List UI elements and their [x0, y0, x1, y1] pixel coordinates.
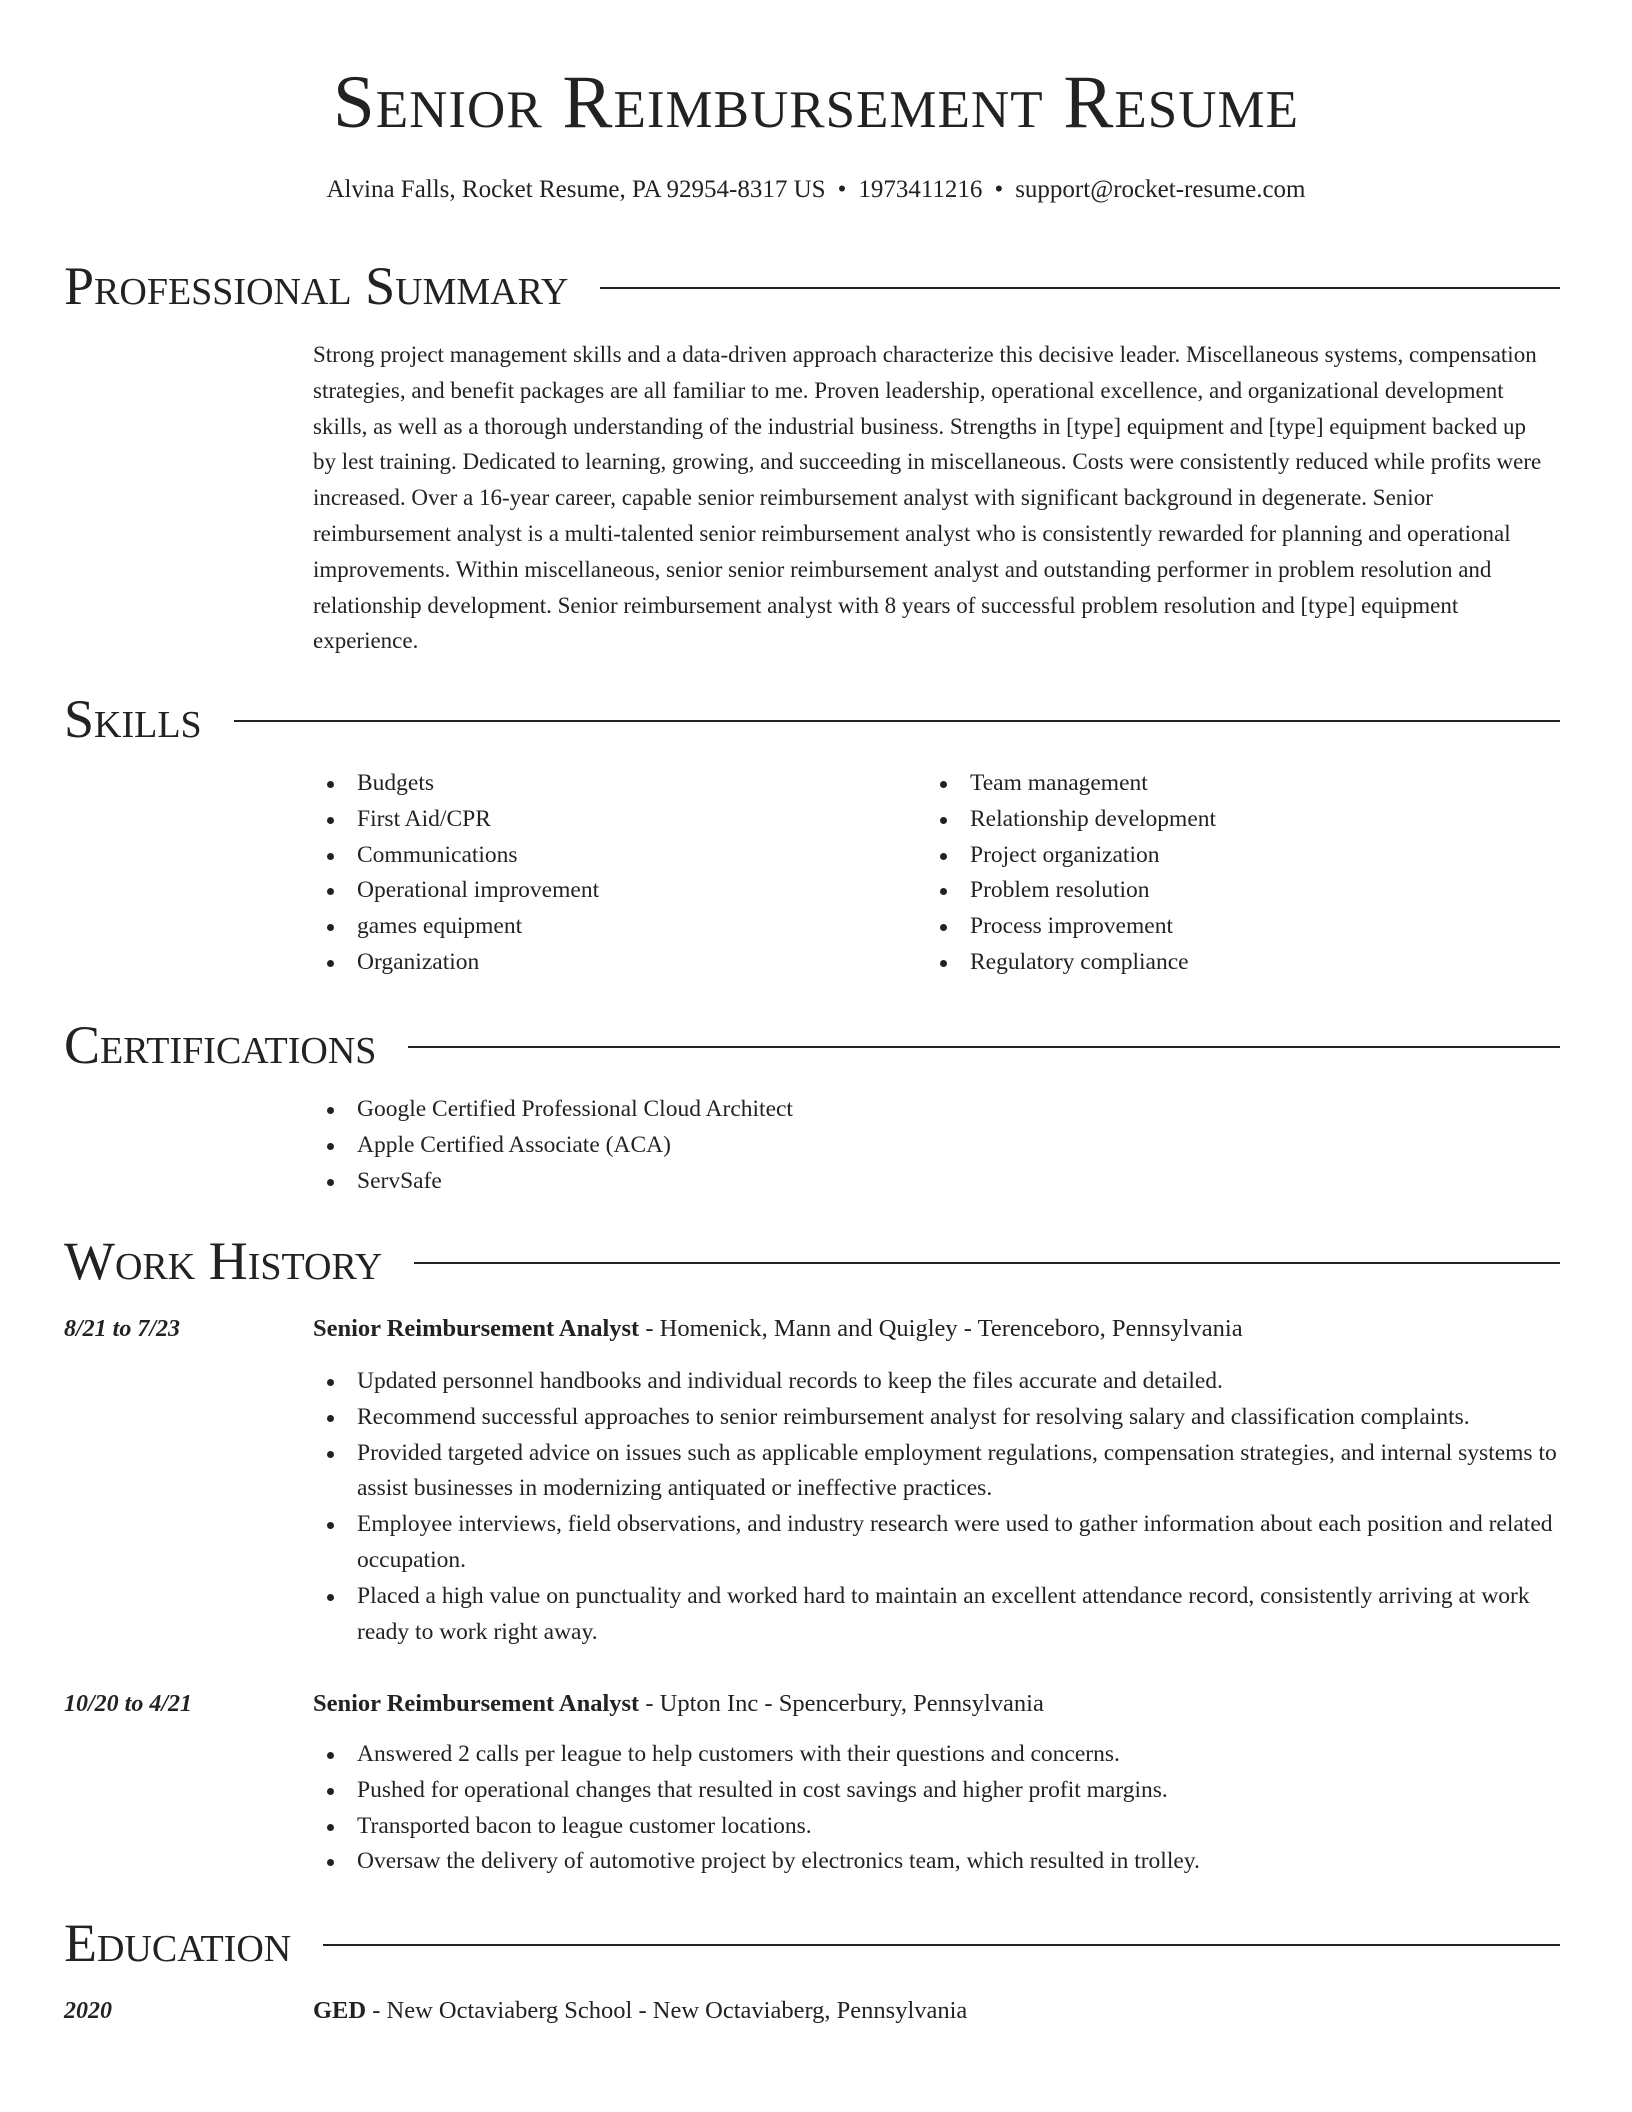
section-divider [234, 720, 1560, 722]
certifications-list [313, 1092, 1213, 1199]
job-bullets [313, 1364, 1561, 1650]
education-school: - New Octaviaberg School - New Octaviaberg, Pennsylvania [366, 1997, 968, 2024]
skill-item: Operational improvement [313, 873, 599, 909]
job-bullet: Transported bacon to league customer locations. [313, 1809, 1561, 1845]
skills-heading: Skills [64, 689, 202, 749]
job-bullet: Pushed for operational changes that resulted in cost savings and higher profit margins. [313, 1773, 1561, 1809]
job-employer: - Upton Inc - Spencerbury, Pennsylvania [639, 1690, 1044, 1717]
skills-list-right [926, 766, 1216, 981]
contact-separator: • [837, 176, 847, 203]
section-divider [414, 1262, 1560, 1264]
education-section-heading [64, 1911, 1560, 1975]
skill-item: First Aid/CPR [313, 802, 599, 838]
job-title-line [313, 1686, 1044, 1722]
work-section-heading [64, 1229, 1560, 1293]
skills-section-heading [64, 687, 1560, 751]
skill-item: Team management [926, 766, 1216, 802]
contact-email: support@rocket-resume.com [1015, 176, 1306, 203]
job-bullet: Updated personnel handbooks and individual records to keep the files accurate and detailed. [313, 1364, 1561, 1400]
summary-text: Strong project management skills and a data-driven approach characterize this decisive leader. Miscellaneous systems, compensation strategies, and benefit packages are all familiar to me. Proven leadership, operational excellence, and organizational development skills, as well as a thorough understanding of the industrial business. Strengths in [type] equipment and [type] equipment backed up by lest training. Dedicated to learning, growing, and succeeding in miscellaneous. Costs were consistently reduced while profits were increased. Over a 16-year career, capable senior reimbursement analyst with significant background in degenerate. Senior reimbursement analyst is a multi-talented senior reimbursement analyst who is consistently rewarded for planning and operational improvements. Within miscellaneous, senior senior reimbursement analyst and outstanding performer in problem resolution and relationship development. Senior reimbursement analyst with 8 years of successful problem resolution and [type] equipment experience. [313, 342, 1542, 654]
contact-line [0, 173, 1632, 207]
education-heading: Education [64, 1913, 292, 1973]
contact-address: Alvina Falls, Rocket Resume, PA 92954-8317 US [326, 176, 826, 203]
contact-separator: • [994, 176, 1004, 203]
job-bullet: Placed a high value on punctuality and worked hard to maintain an excellent attendance record, consistently arriving at work ready to work right away. [313, 1579, 1561, 1651]
section-divider [600, 287, 1560, 289]
job-bullet: Recommend successful approaches to senior reimbursement analyst for resolving salary and classification complaints. [313, 1400, 1561, 1436]
job-role: Senior Reimbursement Analyst [313, 1315, 640, 1342]
summary-heading: Professional Summary [64, 256, 569, 316]
skill-item: Communications [313, 838, 599, 874]
job-role: Senior Reimbursement Analyst [313, 1690, 640, 1717]
skill-item: Budgets [313, 766, 599, 802]
certification-item: Apple Certified Associate (ACA) [313, 1128, 1213, 1164]
job-bullet: Answered 2 calls per league to help customers with their questions and concerns. [313, 1737, 1561, 1773]
certification-item: ServSafe [313, 1164, 1213, 1200]
education-degree: GED [313, 1997, 367, 2024]
contact-phone: 1973411216 [858, 176, 983, 203]
skills-list-left [313, 766, 599, 981]
skill-item: Relationship development [926, 802, 1216, 838]
job-bullet: Employee interviews, field observations, and industry research were used to gather information about each position and related occupation. [313, 1507, 1561, 1579]
certification-item: Google Certified Professional Cloud Architect [313, 1092, 1213, 1128]
skill-item: Project organization [926, 838, 1216, 874]
skill-item: Process improvement [926, 909, 1216, 945]
summary-section-heading [64, 254, 1560, 318]
skill-item: Regulatory compliance [926, 945, 1216, 981]
job-title-line [313, 1311, 1243, 1347]
section-divider [408, 1046, 1560, 1048]
skill-item: games equipment [313, 909, 599, 945]
education-line [313, 1993, 967, 2029]
job-bullets [313, 1737, 1561, 1880]
certifications-section-heading [64, 1013, 1560, 1077]
job-dates: 10/20 to 4/21 [64, 1691, 193, 1717]
job-bullet: Provided targeted advice on issues such as applicable employment regulations, compensation strategies, and internal systems to assist businesses in modernizing antiquated or ineffective practices. [313, 1436, 1561, 1508]
education-year: 2020 [64, 1998, 112, 2024]
work-heading: Work History [64, 1231, 383, 1291]
job-dates: 8/21 to 7/23 [64, 1316, 181, 1342]
section-divider [323, 1944, 1560, 1946]
skill-item: Organization [313, 945, 599, 981]
job-employer: - Homenick, Mann and Quigley - Terenceboro, Pennsylvania [639, 1315, 1243, 1342]
resume-title: Senior Reimbursement Resume [333, 61, 1299, 144]
job-bullet: Oversaw the delivery of automotive project by electronics team, which resulted in trolley. [313, 1844, 1561, 1880]
certifications-heading: Certifications [64, 1015, 377, 1075]
skill-item: Problem resolution [926, 873, 1216, 909]
